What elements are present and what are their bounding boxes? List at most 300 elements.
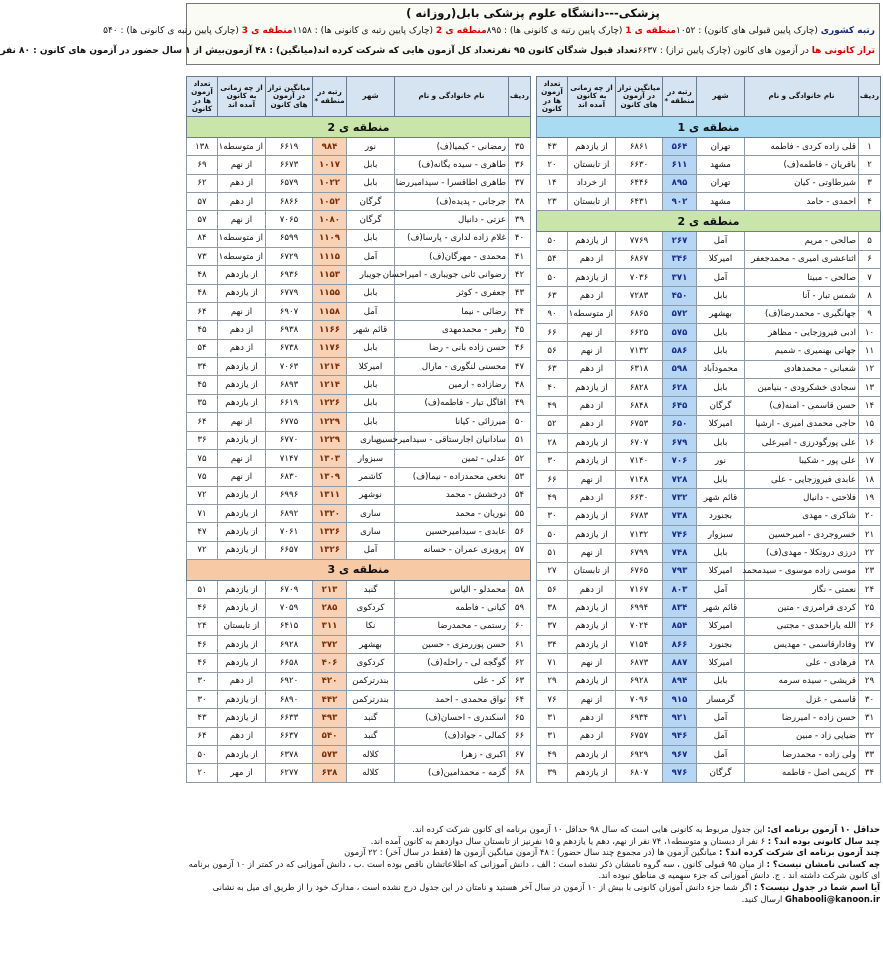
- header-row-2: [0, 46, 875, 56]
- cell-radif: ۴۹: [509, 394, 531, 412]
- cell-city: کاشمر: [347, 468, 395, 486]
- cell-taraz: ۶۸۷۳: [616, 654, 663, 672]
- cell-radif: ۱۷: [859, 452, 881, 470]
- page-header: [0, 3, 880, 65]
- cell-city: بابل: [697, 544, 745, 562]
- table-row: [187, 468, 531, 486]
- cell-city: امیرکلا: [697, 415, 745, 433]
- taraz-label: تراز کانونی ها: [811, 46, 875, 56]
- table-row: [537, 232, 881, 250]
- cell-city: نکا: [347, 617, 395, 635]
- footer-notes: [186, 824, 880, 905]
- cell-count: ۱۳۸: [187, 138, 218, 156]
- note-5: آیا اسم شما در جدول نیست؟ : اگر شما جزء دانش آموزان کانونی با بیش از ۱۰ آزمون در سال آخر هستید و نامتان در این جدول درج نشده است ، مدارک خود را از طریق ای میل به نشانی Ghabooli@kanoon.ir ارسال کنید.: [212, 881, 880, 904]
- table-row: [537, 544, 881, 562]
- cell-name: کر - علی: [395, 672, 509, 690]
- cell-city: امیرکلا: [697, 654, 745, 672]
- table-row: [187, 284, 531, 302]
- cell-radif: ۳۰: [859, 690, 881, 708]
- cell-name: عابدی فیروزجایی - علی: [745, 470, 859, 488]
- table-row: [537, 156, 881, 174]
- cell-taraz: ۶۷۵۳: [616, 415, 663, 433]
- cell-since: از نهم: [568, 470, 616, 488]
- cell-since: از یازدهم: [218, 746, 266, 764]
- cell-count: ۷۲: [187, 541, 218, 559]
- cell-taraz: ۶۸۶۷: [616, 250, 663, 268]
- cell-since: از یازدهم: [218, 599, 266, 617]
- cell-name: پرویزی عمران - حسانه: [395, 541, 509, 559]
- cell-taraz: ۷۰۵۹: [266, 599, 313, 617]
- cell-rank: ۱۱۵۳: [313, 266, 347, 284]
- col-radif: ردیف: [509, 77, 531, 117]
- cell-city: بابل: [347, 284, 395, 302]
- cell-taraz: ۷۱۴۷: [266, 449, 313, 467]
- cell-city: کردکوی: [347, 599, 395, 617]
- cell-radif: ۲۶: [859, 617, 881, 635]
- cell-taraz: ۶۸۴۸: [616, 397, 663, 415]
- cell-taraz: ۶۶۳۷: [266, 727, 313, 745]
- cell-taraz: ۶۶۱۹: [266, 138, 313, 156]
- table-row: [537, 580, 881, 598]
- cell-name: رمضانی - کیمیا(ف): [395, 138, 509, 156]
- cell-since: از یازدهم: [568, 269, 616, 287]
- cell-radif: ۲۳: [859, 562, 881, 580]
- cell-since: از یازدهم: [218, 541, 266, 559]
- email-link[interactable]: Ghabooli@kanoon.ir: [785, 893, 880, 904]
- cell-city: کلاله: [347, 764, 395, 782]
- zone-header-row: [187, 559, 531, 580]
- cell-since: از نهم: [218, 211, 266, 229]
- cell-city: بندرترکمن: [347, 672, 395, 690]
- cell-since: از یازدهم: [568, 599, 616, 617]
- taraz-desc: در آزمون های کانون (چارک پایین تراز) : ۶۶۳۷: [637, 46, 809, 56]
- cell-name: سجادی خشکرودی - بنیامین: [745, 379, 859, 397]
- cell-taraz: ۶۹۳۶: [266, 266, 313, 284]
- cell-rank: ۲۶۷: [663, 232, 697, 250]
- cell-name: محمدلو - الیاس: [395, 580, 509, 598]
- cell-since: از نهم: [218, 449, 266, 467]
- cell-city: نوشهر: [347, 486, 395, 504]
- cell-rank: ۱۲۲۹: [313, 431, 347, 449]
- cell-rank: ۹۱۵: [663, 690, 697, 708]
- table-row: [187, 174, 531, 192]
- cell-taraz: ۷۰۳۶: [616, 269, 663, 287]
- cell-radif: ۶: [859, 250, 881, 268]
- cell-since: از یازدهم: [218, 266, 266, 284]
- cell-since: از دهم: [218, 339, 266, 357]
- cell-taraz: ۶۷۰۷: [616, 434, 663, 452]
- col-city: شهر: [347, 77, 395, 117]
- cell-city: ساری: [347, 431, 395, 449]
- cell-since: از دهم: [568, 250, 616, 268]
- cell-since: از دهم: [218, 174, 266, 192]
- cell-name: قلی زاده کردی - فاطمه: [745, 138, 859, 156]
- cell-taraz: ۶۶۲۵: [616, 324, 663, 342]
- cell-name: قریشی - سیده سرمه: [745, 672, 859, 690]
- cell-radif: ۷: [859, 269, 881, 287]
- table-row: [537, 342, 881, 360]
- col-rank: رتبه در منطقه *: [663, 77, 697, 117]
- cell-rank: ۱۱۶۶: [313, 321, 347, 339]
- cell-rank: ۸۶۶: [663, 635, 697, 653]
- cell-radif: ۴۲: [509, 266, 531, 284]
- cell-count: ۲۹: [537, 672, 568, 690]
- cell-taraz: ۶۸۹۰: [266, 690, 313, 708]
- table-row: [187, 541, 531, 559]
- cell-taraz: ۶۶۵۸: [266, 654, 313, 672]
- cell-rank: ۱۲۲۹: [313, 413, 347, 431]
- table-row: [537, 434, 881, 452]
- table-row: [187, 764, 531, 782]
- cell-name: درخشش - محمد: [395, 486, 509, 504]
- cell-count: ۴۹: [537, 489, 568, 507]
- cell-rank: ۱۱۰۹: [313, 229, 347, 247]
- cell-taraz: ۷۰۹۶: [616, 690, 663, 708]
- cell-radif: ۵۲: [509, 449, 531, 467]
- exam-count: تعداد کل آزمون هایی که شرکت کرده اند(میانگین) : ۴۸ آزمون: [224, 46, 496, 56]
- cell-rank: ۱۳۰۹: [313, 468, 347, 486]
- cell-city: بابل: [697, 470, 745, 488]
- cell-count: ۳۴: [537, 635, 568, 653]
- cell-count: ۲۳: [537, 193, 568, 211]
- cell-name: عزتی - دانیال: [395, 211, 509, 229]
- cell-name: طاهری - سیده یگانه(ف): [395, 156, 509, 174]
- cell-taraz: ۶۷۷۵: [266, 413, 313, 431]
- note-4: چه کسانی نامشان نیست؟ : از میان ۹۵ قبولی کانون ، سه گروه نامشان ذکر نشده است : الف ، دانش آموزانی که اطلاعاتشان ناقص بوده است .ب ، دانش آموزانی که در کمتر از ۱۰ آزمون برنامه ای کانون شرکت داشته اند . ج. دانش آموزانی که جزء سهمیه ی مناطق نبوده اند.: [188, 858, 880, 881]
- cell-count: ۳۰: [537, 452, 568, 470]
- cell-count: ۶۹: [187, 156, 218, 174]
- cell-name: رضائی - نیما: [395, 303, 509, 321]
- cell-since: از یازدهم: [218, 504, 266, 522]
- cell-rank: ۴۰۶: [313, 654, 347, 672]
- cell-taraz: ۶۵۹۹: [266, 229, 313, 247]
- cell-since: از نهم: [568, 544, 616, 562]
- cell-name: حسن زاده بانی - رضا: [395, 339, 509, 357]
- cell-rank: ۷۲۸: [663, 470, 697, 488]
- cell-since: از یازدهم: [218, 431, 266, 449]
- cell-city: کردکوی: [347, 654, 395, 672]
- cell-taraz: ۶۹۳۸: [266, 321, 313, 339]
- cell-radif: ۱: [859, 138, 881, 156]
- cell-rank: ۹۰۲: [663, 193, 697, 211]
- cell-rank: ۵۹۸: [663, 360, 697, 378]
- cell-taraz: ۷۱۴۰: [616, 452, 663, 470]
- col-taraz: میانگین تراز در آزمون های کانون: [616, 77, 663, 117]
- cell-count: ۳۵: [187, 394, 218, 412]
- cell-name: احمدی - حامد: [745, 193, 859, 211]
- col-since: از چه زمانی به کانون آمده اند: [218, 77, 266, 117]
- cell-rank: ۸۳۴: [663, 599, 697, 617]
- cell-radif: ۵۵: [509, 504, 531, 522]
- table-row: [537, 250, 881, 268]
- col-name: نام خانوادگی و نام: [395, 77, 509, 117]
- cell-radif: ۱۰: [859, 324, 881, 342]
- cell-count: ۶۲: [187, 174, 218, 192]
- cell-count: ۵۱: [537, 544, 568, 562]
- cell-city: بجنورد: [697, 507, 745, 525]
- cell-count: ۹۰: [537, 305, 568, 323]
- table-row: [537, 174, 881, 192]
- table-row: [187, 690, 531, 708]
- cell-taraz: ۷۱۴۸: [616, 470, 663, 488]
- col-count: تعداد آزمون ها در کانون: [187, 77, 218, 117]
- cell-since: از نهم: [218, 303, 266, 321]
- cell-taraz: ۷۱۳۲: [616, 342, 663, 360]
- cell-city: بابل: [347, 229, 395, 247]
- cell-name: صالحی - مبینا: [745, 269, 859, 287]
- cell-city: آمل: [347, 541, 395, 559]
- cell-name: ضیایی زاد - مبین: [745, 727, 859, 745]
- cell-count: ۴۵: [187, 376, 218, 394]
- col-since: از چه زمانی به کانون آمده اند: [568, 77, 616, 117]
- cell-since: از تابستان: [218, 617, 266, 635]
- cell-count: ۳۴: [187, 358, 218, 376]
- cell-taraz: ۶۹۹۶: [266, 486, 313, 504]
- cell-rank: ۸۹۴: [663, 672, 697, 690]
- cell-count: ۷۱: [537, 654, 568, 672]
- cell-taraz: ۶۷۰۹: [266, 580, 313, 598]
- cell-count: ۲۴: [187, 617, 218, 635]
- cell-rank: ۳۷۲: [313, 635, 347, 653]
- cell-count: ۵۰: [537, 525, 568, 543]
- cell-name: کیانی - فاطمه: [395, 599, 509, 617]
- cell-city: بابل: [347, 156, 395, 174]
- cell-count: ۵۰: [537, 269, 568, 287]
- cell-name: نوریان - محمد: [395, 504, 509, 522]
- cell-count: ۲۷: [537, 562, 568, 580]
- cell-rank: ۶۳۸: [313, 764, 347, 782]
- cell-city: بابل: [347, 174, 395, 192]
- cell-taraz: ۶۸۶۶: [266, 193, 313, 211]
- cell-city: بابل: [347, 394, 395, 412]
- cell-name: گزمه - محمدامین(ف): [395, 764, 509, 782]
- table-row: [537, 138, 881, 156]
- table-row: [537, 562, 881, 580]
- cell-rank: ۸۵۴: [663, 617, 697, 635]
- cell-count: ۷۵: [187, 449, 218, 467]
- cell-name: تواق محمدی - احمد: [395, 690, 509, 708]
- cell-city: امیرکلا: [697, 562, 745, 580]
- cell-taraz: ۶۸۰۷: [616, 764, 663, 782]
- cell-name: حسن پوررمزی - حسین: [395, 635, 509, 653]
- cell-rank: ۱۳۱۱: [313, 486, 347, 504]
- cell-radif: ۲۱: [859, 525, 881, 543]
- cell-count: ۴۷: [187, 523, 218, 541]
- table-row: [537, 746, 881, 764]
- cell-count: ۴۶: [187, 635, 218, 653]
- note-1: حداقل ۱۰ آزمون برنامه ای: این جدول مربوط به کانونی هایی است که سال ۹۸ حداقل ۱۰ آزمون برنامه ای کانون شرکت کرده اند.: [412, 824, 880, 834]
- cell-since: از یازدهم: [218, 523, 266, 541]
- col-name: نام خانوادگی و نام: [745, 77, 859, 117]
- cell-taraz: ۷۱۶۷: [616, 580, 663, 598]
- cell-name: فلاحتی - دانیال: [745, 489, 859, 507]
- cell-taraz: ۶۷۳۸: [266, 339, 313, 357]
- table-row: [187, 321, 531, 339]
- cell-name: کردی فرامرزی - متین: [745, 599, 859, 617]
- cell-taraz: ۷۰۲۴: [616, 617, 663, 635]
- rank-desc: (چارک پایین قبولی های کانون) : ۱۰۵۲: [676, 26, 818, 36]
- cell-taraz: ۶۹۲۸: [266, 635, 313, 653]
- results-table-left: [186, 76, 531, 783]
- cell-radif: ۴۳: [509, 284, 531, 302]
- cell-since: از نهم: [218, 468, 266, 486]
- cell-city: بهشهر: [697, 305, 745, 323]
- cell-radif: ۲۲: [859, 544, 881, 562]
- cell-count: ۵۲: [537, 415, 568, 433]
- cell-rank: ۱۰۱۷: [313, 156, 347, 174]
- cell-count: ۳۰: [187, 690, 218, 708]
- cell-name: جهانی بهنمیری - شمیم: [745, 342, 859, 360]
- cell-name: محسنی لنگوری - مارال: [395, 358, 509, 376]
- cell-name: شعبانی - محمدهادی: [745, 360, 859, 378]
- cell-city: بابل: [697, 434, 745, 452]
- zone-header-row: [537, 211, 881, 232]
- cell-rank: ۱۱۷۶: [313, 339, 347, 357]
- cell-name: حسن زاده - امیررضا: [745, 709, 859, 727]
- attendance-count: بیش از ۱ سال حضور در آزمون های کانون : ۸۰ نفر: [0, 46, 225, 56]
- cell-city: بهشهر: [347, 635, 395, 653]
- cell-taraz: ۷۷۶۹: [616, 232, 663, 250]
- cell-rank: ۲۸۵: [313, 599, 347, 617]
- cell-count: ۳۰: [537, 507, 568, 525]
- cell-radif: ۳۳: [859, 746, 881, 764]
- cell-name: میرزائی - کیانا: [395, 413, 509, 431]
- cell-since: از یازدهم: [218, 284, 266, 302]
- cell-radif: ۵: [859, 232, 881, 250]
- cell-city: گرگان: [347, 193, 395, 211]
- cell-since: از دهم: [568, 397, 616, 415]
- cell-radif: ۲۷: [859, 635, 881, 653]
- cell-radif: ۱۱: [859, 342, 881, 360]
- cell-since: از متوسطه۱: [568, 305, 616, 323]
- cell-city: آمل: [697, 580, 745, 598]
- cell-count: ۲۰: [537, 156, 568, 174]
- cell-since: از نهم: [218, 156, 266, 174]
- cell-radif: ۴۱: [509, 248, 531, 266]
- cell-taraz: ۶۲۷۷: [266, 764, 313, 782]
- cell-radif: ۲۸: [859, 654, 881, 672]
- table-row: [537, 397, 881, 415]
- cell-city: گنبد: [347, 727, 395, 745]
- cell-radif: ۲۹: [859, 672, 881, 690]
- cell-since: از متوسطه۱: [218, 248, 266, 266]
- cell-taraz: ۶۸۶۱: [616, 138, 663, 156]
- cell-city: کلاله: [347, 746, 395, 764]
- cell-rank: ۵۷۲: [663, 305, 697, 323]
- table-row: [187, 654, 531, 672]
- cell-since: از یازدهم: [568, 617, 616, 635]
- cell-taraz: ۷۱۳۲: [616, 525, 663, 543]
- table-row: [537, 489, 881, 507]
- cell-taraz: ۷۰۶۵: [266, 211, 313, 229]
- cell-name: شمس تبار - آنا: [745, 287, 859, 305]
- cell-radif: ۳: [859, 174, 881, 192]
- cell-count: ۴۳: [187, 709, 218, 727]
- table-row: [187, 504, 531, 522]
- cell-since: از یازدهم: [218, 394, 266, 412]
- table-row: [537, 764, 881, 782]
- table-row: [537, 672, 881, 690]
- page-title: پزشکی---دانشگاه علوم پزشکی بابل(روزانه ): [406, 6, 660, 20]
- cell-rank: ۶۷۹: [663, 434, 697, 452]
- cell-name: قاسمی - غزل: [745, 690, 859, 708]
- cell-count: ۷۶: [537, 690, 568, 708]
- cell-taraz: ۶۵۷۹: [266, 174, 313, 192]
- cell-since: از یازدهم: [218, 486, 266, 504]
- table-row: [537, 269, 881, 287]
- zone3-desc: (چارک پایین رتبه ی کانونی ها) : ۵۴۰: [103, 26, 239, 36]
- cell-taraz: ۶۶۳۰: [616, 156, 663, 174]
- cell-name: عابدی - سیدامیرحسین: [395, 523, 509, 541]
- cell-name: علی پور - شکیبا: [745, 452, 859, 470]
- zone-label: منطقه ی 2: [537, 211, 881, 232]
- table-row: [537, 507, 881, 525]
- cell-name: کریمی اصل - فاطمه: [745, 764, 859, 782]
- cell-name: محمدی - مهرگان(ف): [395, 248, 509, 266]
- cell-city: قائم شهر: [347, 321, 395, 339]
- note-3: چند آزمون برنامه ای شرکت کرده اند؟ : میانگین آزمون ها (در مجموع چند سال حضور) : ۴۸ آزمون میانگین آزمون ها (فقط در سال آخر) : ۲۲ آزمون: [344, 847, 880, 858]
- zone-label: منطقه ی 1: [537, 117, 881, 138]
- table-row: [187, 229, 531, 247]
- note-2: چند سال کانونی بوده اند؟ : ۶ نفر از دبستان و متوسطه۱، ۷۴ نفر از نهم، دهم یا یازدهم و ۱۵ نفرنیز از تابستان سال دوازدهم به کانون آمده اند.: [370, 835, 880, 846]
- table-row: [537, 727, 881, 745]
- cell-city: نور: [697, 452, 745, 470]
- cell-count: ۷۲: [187, 486, 218, 504]
- cell-name: علی پورگودرزی - امیرعلی: [745, 434, 859, 452]
- cell-name: رضوانی ثانی جویباری - امیراحسان: [395, 266, 509, 284]
- cell-radif: ۴۴: [509, 303, 531, 321]
- cell-city: گنبد: [347, 709, 395, 727]
- cell-rank: ۴۵۰: [663, 287, 697, 305]
- cell-rank: ۷۴۸: [663, 544, 697, 562]
- cell-since: از یازدهم: [218, 358, 266, 376]
- cell-taraz: ۶۸۹۲: [266, 504, 313, 522]
- cell-count: ۵۶: [537, 342, 568, 360]
- cell-name: کمالی - جواد(ف): [395, 727, 509, 745]
- cell-rank: ۴۹۳: [313, 709, 347, 727]
- cell-radif: ۵۸: [509, 580, 531, 598]
- col-count: تعداد آزمون ها در کانون: [537, 77, 568, 117]
- cell-name: افاگل تبار - فاطمه(ف): [395, 394, 509, 412]
- cell-since: از نهم: [568, 690, 616, 708]
- cell-radif: ۶۷: [509, 746, 531, 764]
- cell-radif: ۳۸: [509, 193, 531, 211]
- cell-radif: ۴۷: [509, 358, 531, 376]
- cell-since: از یازدهم: [218, 376, 266, 394]
- cell-count: ۴۶: [187, 654, 218, 672]
- cell-since: از یازدهم: [218, 690, 266, 708]
- cell-taraz: ۶۹۲۰: [266, 672, 313, 690]
- cell-since: از دهم: [218, 193, 266, 211]
- cell-taraz: ۶۶۳۰: [616, 489, 663, 507]
- cell-radif: ۶۲: [509, 654, 531, 672]
- cell-name: حسن قاسمی - امنه(ف): [745, 397, 859, 415]
- cell-count: ۳۶: [187, 431, 218, 449]
- cell-since: از دهم: [568, 580, 616, 598]
- cell-radif: ۱۶: [859, 434, 881, 452]
- cell-since: از تابستان: [568, 156, 616, 174]
- cell-taraz: ۶۷۵۷: [616, 727, 663, 745]
- cell-rank: ۹۲۱: [663, 709, 697, 727]
- cell-rank: ۱۰۸۰: [313, 211, 347, 229]
- cell-count: ۲۸: [537, 434, 568, 452]
- table-row: [537, 324, 881, 342]
- cell-rank: ۱۲۱۴: [313, 376, 347, 394]
- cell-rank: ۳۱۱: [313, 617, 347, 635]
- cell-taraz: ۶۸۹۳: [266, 376, 313, 394]
- cell-radif: ۳۵: [509, 138, 531, 156]
- col-rank: رتبه در منطقه *: [313, 77, 347, 117]
